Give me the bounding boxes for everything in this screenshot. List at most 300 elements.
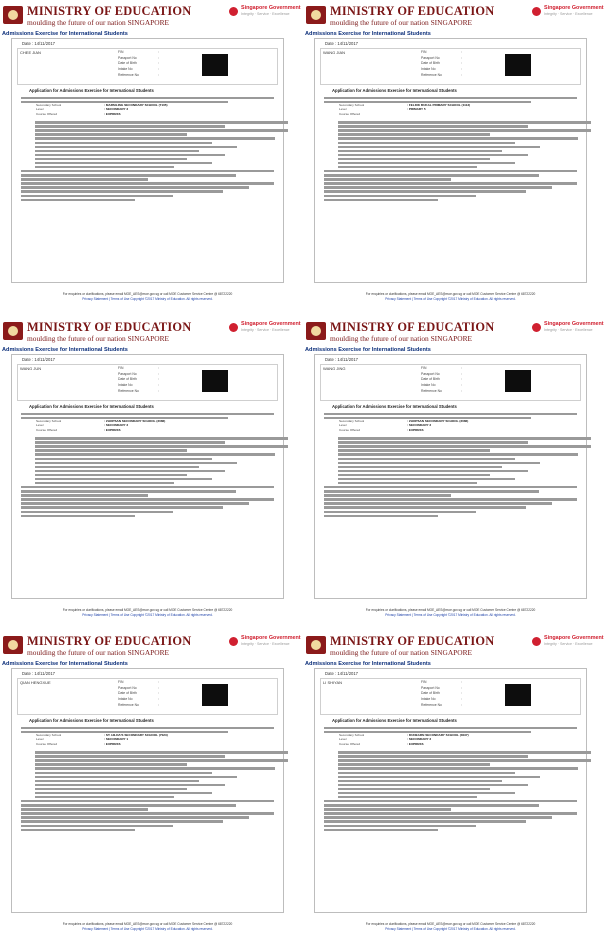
level-value: : SECONDARY 3 xyxy=(104,423,129,428)
body-text-line xyxy=(35,792,212,794)
field-reference: Reference No xyxy=(421,388,442,393)
page-header xyxy=(0,318,301,348)
ministry-title: MINISTRY OF EDUCATION xyxy=(27,634,192,648)
body-text-line xyxy=(338,158,490,160)
body-text-line xyxy=(35,478,212,480)
body-text-line xyxy=(35,751,288,753)
body-text-line xyxy=(35,788,187,790)
field-dob: Date of Birth xyxy=(421,377,440,382)
moe-crest-icon xyxy=(306,6,326,24)
page-footer xyxy=(0,922,295,932)
moe-crest-icon xyxy=(306,636,326,654)
letter-title: Application for Admissions Exercise for International Students xyxy=(332,718,457,723)
body-text-line xyxy=(21,506,223,508)
body-text-line xyxy=(338,474,490,476)
body-text-line xyxy=(21,97,274,99)
body-text-line xyxy=(324,97,577,99)
date-value: 14/11/2017 xyxy=(337,671,359,676)
field-reference: Reference No xyxy=(118,72,139,77)
body-text-line xyxy=(35,125,225,127)
body-text-line xyxy=(35,146,237,148)
body-text-line xyxy=(21,502,249,504)
body-text-line xyxy=(21,117,274,119)
ministry-title: MINISTRY OF EDUCATION xyxy=(27,320,192,334)
body-text-line xyxy=(324,498,577,500)
label-course: Course Offered xyxy=(36,111,58,116)
body-text-line xyxy=(21,433,274,435)
level-value: : PRIMARY 5 xyxy=(407,107,426,112)
letter-page xyxy=(303,318,604,623)
body-text-line xyxy=(338,796,477,798)
lion-head-icon xyxy=(532,7,541,16)
body-text-line xyxy=(35,759,288,761)
applicant-box xyxy=(320,48,581,85)
label-school: Secondary School xyxy=(339,733,365,737)
footer-links[interactable]: Privacy Statement | Terms of Use Copyright ©2017 Ministry of Education. All rights reserved. xyxy=(82,927,213,931)
date-value: 14/11/2017 xyxy=(34,671,56,676)
school-values xyxy=(407,419,468,432)
body-text-line xyxy=(324,170,577,172)
body-text-line xyxy=(35,482,174,484)
field-fin: FIN xyxy=(421,50,427,54)
date-label: Date : xyxy=(325,357,337,362)
letter-date xyxy=(22,671,55,676)
body-text-line xyxy=(338,129,591,131)
letter-title: Application for Admissions Exercise for International Students xyxy=(29,404,154,409)
field-intake: Intake No xyxy=(421,67,436,72)
ministry-tagline: moulding the future of our nation SINGAPORE xyxy=(330,18,473,27)
body-text-line xyxy=(338,142,515,144)
sg-gov-text: Singapore Government xyxy=(544,321,604,327)
label-school: Secondary School xyxy=(36,419,62,423)
body-text-line xyxy=(35,121,288,123)
body-text-line xyxy=(324,433,577,435)
body-text-line xyxy=(324,511,476,513)
body-text-line xyxy=(338,751,591,753)
ministry-tagline: moulding the future of our nation SINGAPORE xyxy=(330,648,473,657)
body-text-line xyxy=(324,812,577,814)
letter-page xyxy=(303,632,604,937)
body-text-line xyxy=(338,453,578,455)
applicant-name: WANG JUN xyxy=(20,366,42,371)
date-label: Date : xyxy=(22,41,34,46)
school-values xyxy=(104,103,168,116)
body-text-line xyxy=(338,466,502,468)
body-text-line xyxy=(35,780,199,782)
applicant-fields xyxy=(118,366,139,395)
lion-head-icon xyxy=(229,7,238,16)
field-fin: FIN xyxy=(118,50,124,54)
level-value: : SECONDARY 3 xyxy=(104,107,129,112)
field-dob: Date of Birth xyxy=(118,61,137,66)
body-text-line xyxy=(21,174,236,176)
field-passport: Passport No xyxy=(118,55,137,60)
body-text-line xyxy=(324,800,577,802)
body-text-line xyxy=(21,511,173,513)
moe-crest-icon xyxy=(3,322,23,340)
body-text-line xyxy=(338,767,578,769)
sg-gov-text: Singapore Government xyxy=(241,321,301,327)
body-text-line xyxy=(338,780,502,782)
applicant-name: LI SHIYAN xyxy=(323,680,343,685)
body-text-line xyxy=(324,190,526,192)
label-course: Course Offered xyxy=(339,111,361,116)
footer-links[interactable]: Privacy Statement | Terms of Use Copyright ©2017 Ministry of Education. All rights reserved. xyxy=(82,297,213,301)
school-values xyxy=(104,419,165,432)
field-passport: Passport No xyxy=(421,55,440,60)
body-text-line xyxy=(21,178,148,180)
page-footer xyxy=(303,922,598,932)
date-label: Date : xyxy=(325,671,337,676)
field-intake: Intake No xyxy=(118,697,133,702)
sg-gov-subtext: Integrity · Service · Excellence xyxy=(544,12,593,16)
label-level: Level xyxy=(36,423,44,428)
sg-gov-text: Singapore Government xyxy=(241,635,301,641)
exercise-subheader: Admissions Exercise for International Students xyxy=(305,347,431,353)
body-text-line xyxy=(21,494,148,496)
page-footer xyxy=(303,292,598,302)
body-text-line xyxy=(21,486,274,488)
letter-date xyxy=(22,357,55,362)
ministry-tagline: moulding the future of our nation SINGAPORE xyxy=(27,18,170,27)
field-colons: : : : : : xyxy=(158,50,159,77)
body-text-line xyxy=(21,800,274,802)
body-text-line xyxy=(21,498,274,500)
field-reference: Reference No xyxy=(421,72,442,77)
footer-text: For enquiries or clarifications, please email MOE_AES@moe.gov.sg or call MOE Customer Service Centre @ 68722220 xyxy=(365,292,536,296)
body-text-line xyxy=(338,445,591,447)
redaction-block xyxy=(505,54,531,76)
page-header xyxy=(303,318,604,348)
school-values xyxy=(407,103,470,112)
body-text-line xyxy=(21,804,236,806)
school-value: : FELDIK BUKAL PRIMARY SCHOOL (1113) xyxy=(407,103,471,107)
applicant-fields xyxy=(421,50,442,79)
page-header xyxy=(303,2,604,32)
ministry-tagline: moulding the future of our nation SINGAPORE xyxy=(27,648,170,657)
exercise-subheader: Admissions Exercise for International Students xyxy=(305,31,431,37)
applicant-box xyxy=(17,364,278,401)
field-reference: Reference No xyxy=(421,702,442,707)
body-text-line xyxy=(324,747,577,749)
applicant-fields xyxy=(118,680,139,709)
body-text-line xyxy=(324,486,577,488)
level-value: : SECONDARY 1 xyxy=(104,737,129,742)
page-footer xyxy=(0,608,295,618)
body-text-line xyxy=(21,186,249,188)
field-dob: Date of Birth xyxy=(118,691,137,696)
body-text-line xyxy=(21,812,274,814)
label-school: Secondary School xyxy=(339,103,365,107)
field-reference: Reference No xyxy=(118,388,139,393)
body-text-line xyxy=(324,182,577,184)
ministry-tagline: moulding the future of our nation SINGAPORE xyxy=(27,334,170,343)
body-text-line xyxy=(338,755,528,757)
footer-links[interactable]: Privacy Statement | Terms of Use Copyright ©2017 Ministry of Education. All rights reserved. xyxy=(385,927,516,931)
moe-crest-icon xyxy=(3,6,23,24)
body-text-line xyxy=(338,133,490,135)
letter-date xyxy=(325,357,358,362)
field-colons: : : : : : xyxy=(158,680,159,707)
applicant-box xyxy=(320,364,581,401)
body-text-line xyxy=(35,796,174,798)
body-text-line xyxy=(35,453,275,455)
ministry-title: MINISTRY OF EDUCATION xyxy=(330,320,495,334)
page-header xyxy=(0,632,301,662)
body-text-line xyxy=(35,437,288,439)
body-text-line xyxy=(21,727,274,729)
body-text-line xyxy=(21,515,135,517)
body-text-line xyxy=(338,788,490,790)
body-text-line xyxy=(21,747,274,749)
ministry-title: MINISTRY OF EDUCATION xyxy=(330,634,495,648)
body-text-line xyxy=(338,437,591,439)
field-passport: Passport No xyxy=(421,371,440,376)
body-text-line xyxy=(338,763,490,765)
applicant-name: WANG JING xyxy=(323,366,346,371)
exercise-subheader: Admissions Exercise for International Students xyxy=(305,661,431,667)
body-text-line xyxy=(324,808,451,810)
letter-card xyxy=(314,668,587,913)
body-text-line xyxy=(35,162,212,164)
school-labels xyxy=(339,103,364,116)
applicant-box xyxy=(320,678,581,715)
redaction-block xyxy=(202,684,228,706)
applicant-name: WANG JIAN xyxy=(323,50,346,55)
field-intake: Intake No xyxy=(421,697,436,702)
course-value: : EXPRESS xyxy=(104,741,121,746)
label-school: Secondary School xyxy=(339,419,365,423)
body-text-line xyxy=(324,490,539,492)
body-text-line xyxy=(21,195,173,197)
level-value: : SECONDARY 3 xyxy=(407,737,432,742)
body-text-line xyxy=(324,199,438,201)
body-text-line xyxy=(35,154,225,156)
body-text-line xyxy=(324,174,539,176)
label-school: Secondary School xyxy=(36,103,62,107)
letter-card xyxy=(11,668,284,913)
body-text-line xyxy=(35,466,199,468)
redaction-block xyxy=(202,370,228,392)
applicant-box xyxy=(17,48,278,85)
body-text-line xyxy=(35,445,288,447)
date-label: Date : xyxy=(22,357,34,362)
body-text-line xyxy=(338,478,515,480)
body-text-line xyxy=(324,515,438,517)
body-text-line xyxy=(338,772,515,774)
body-text-line xyxy=(324,816,552,818)
date-value: 14/11/2017 xyxy=(34,357,56,362)
body-text-line xyxy=(338,137,578,139)
label-level: Level xyxy=(339,423,347,428)
body-text-line xyxy=(338,166,477,168)
body-text-line xyxy=(35,449,187,451)
letter-page xyxy=(0,2,301,307)
course-value: : EXPRESS xyxy=(407,427,424,432)
body-text-line xyxy=(35,772,212,774)
school-value: : DUNEARN SECONDARY SCHOOL (3037) xyxy=(407,733,469,737)
school-value: : ST. HILDA'S SECONDARY SCHOOL (7023) xyxy=(104,733,168,737)
body-text-line xyxy=(338,458,515,460)
label-course: Course Offered xyxy=(36,427,58,432)
label-level: Level xyxy=(339,107,347,112)
label-course: Course Offered xyxy=(339,741,361,746)
field-intake: Intake No xyxy=(118,383,133,388)
body-text-line xyxy=(338,784,528,786)
body-text-line xyxy=(21,199,135,201)
school-value: : ZHOPSAN SECONDARY SCHOOL (3086) xyxy=(104,419,166,423)
date-value: 14/11/2017 xyxy=(337,357,359,362)
body-text-line xyxy=(324,502,552,504)
school-labels xyxy=(36,733,61,746)
applicant-name: QIAN HENGXUE xyxy=(20,680,51,685)
school-labels xyxy=(339,419,364,432)
school-labels xyxy=(36,103,61,116)
school-values xyxy=(104,733,168,746)
body-text-line xyxy=(338,462,540,464)
body-text-line xyxy=(324,804,539,806)
ministry-title: MINISTRY OF EDUCATION xyxy=(330,4,495,18)
field-passport: Passport No xyxy=(118,371,137,376)
field-colons: : : : : : xyxy=(158,366,159,393)
school-values xyxy=(407,733,469,746)
lion-head-icon xyxy=(532,323,541,332)
school-value: : ZHOPSAN SECONDARY SCHOOL (3086) xyxy=(407,419,469,423)
moe-crest-icon xyxy=(3,636,23,654)
footer-links[interactable]: Privacy Statement | Terms of Use Copyright ©2017 Ministry of Education. All rights reserved. xyxy=(385,297,516,301)
body-text-line xyxy=(35,776,237,778)
letter-title: Application for Admissions Exercise for International Students xyxy=(29,718,154,723)
letter-date xyxy=(325,671,358,676)
body-text-line xyxy=(35,763,187,765)
label-level: Level xyxy=(36,107,44,112)
body-text-line xyxy=(21,413,274,415)
body-text-line xyxy=(338,482,477,484)
body-text-line xyxy=(338,441,528,443)
body-text-line xyxy=(338,121,591,123)
body-text-line xyxy=(338,162,515,164)
body-text-line xyxy=(35,142,212,144)
field-passport: Passport No xyxy=(118,685,137,690)
body-text-line xyxy=(35,784,225,786)
applicant-fields xyxy=(421,366,442,395)
body-text-line xyxy=(35,767,275,769)
page-footer xyxy=(303,608,598,618)
body-text-line xyxy=(324,413,577,415)
label-course: Course Offered xyxy=(36,741,58,746)
body-text-line xyxy=(324,494,451,496)
redaction-block xyxy=(505,370,531,392)
letter-date xyxy=(22,41,55,46)
body-text-line xyxy=(35,129,288,131)
body-text-line xyxy=(21,182,274,184)
body-text-line xyxy=(35,462,237,464)
school-labels xyxy=(36,419,61,432)
body-text-line xyxy=(338,150,502,152)
letter-card xyxy=(314,354,587,599)
applicant-box xyxy=(17,678,278,715)
letter-card xyxy=(314,38,587,283)
body-text-line xyxy=(338,449,490,451)
body-text-line xyxy=(35,150,199,152)
applicant-fields xyxy=(421,680,442,709)
exercise-subheader: Admissions Exercise for International Students xyxy=(2,31,128,37)
sg-gov-subtext: Integrity · Service · Excellence xyxy=(544,642,593,646)
body-text-line xyxy=(324,186,552,188)
footer-text: For enquiries or clarifications, please email MOE_AES@moe.gov.sg or call MOE Customer Service Centre @ 68722220 xyxy=(62,922,233,926)
body-text-line xyxy=(338,125,528,127)
ministry-title: MINISTRY OF EDUCATION xyxy=(27,4,192,18)
date-value: 14/11/2017 xyxy=(34,41,56,46)
field-colons: : : : : : xyxy=(461,680,462,707)
body-text-line xyxy=(21,170,274,172)
date-label: Date : xyxy=(325,41,337,46)
sg-gov-subtext: Integrity · Service · Excellence xyxy=(241,328,290,332)
school-labels xyxy=(339,733,364,746)
body-text-line xyxy=(35,755,225,757)
body-text-line xyxy=(324,506,526,508)
label-level: Level xyxy=(339,737,347,742)
letter-page xyxy=(0,318,301,623)
field-intake: Intake No xyxy=(118,67,133,72)
field-fin: FIN xyxy=(118,680,124,684)
sg-gov-subtext: Integrity · Service · Excellence xyxy=(241,642,290,646)
letter-page xyxy=(0,632,301,937)
sg-gov-subtext: Integrity · Service · Excellence xyxy=(544,328,593,332)
exercise-subheader: Admissions Exercise for International Students xyxy=(2,347,128,353)
field-fin: FIN xyxy=(421,680,427,684)
page-header xyxy=(303,632,604,662)
body-text-line xyxy=(21,816,249,818)
course-value: : EXPRESS xyxy=(407,741,424,746)
footer-text: For enquiries or clarifications, please email MOE_AES@moe.gov.sg or call MOE Customer Service Centre @ 68722220 xyxy=(365,922,536,926)
body-text-line xyxy=(324,829,438,831)
body-text-line xyxy=(35,441,225,443)
footer-text: For enquiries or clarifications, please email MOE_AES@moe.gov.sg or call MOE Customer Service Centre @ 68722220 xyxy=(62,608,233,612)
sg-gov-text: Singapore Government xyxy=(544,5,604,11)
body-text-line xyxy=(35,133,187,135)
body-text-line xyxy=(338,146,540,148)
label-course: Course Offered xyxy=(339,427,361,432)
body-text-line xyxy=(324,820,526,822)
course-value: : EXPRESS xyxy=(104,427,121,432)
exercise-subheader: Admissions Exercise for International Students xyxy=(2,661,128,667)
letter-card xyxy=(11,38,284,283)
body-text-line xyxy=(338,154,528,156)
body-text-line xyxy=(21,825,173,827)
body-text-line xyxy=(338,759,591,761)
body-text-line xyxy=(324,195,476,197)
body-text-line xyxy=(324,727,577,729)
body-text-line xyxy=(324,117,577,119)
field-colons: : : : : : xyxy=(461,50,462,77)
label-school: Secondary School xyxy=(36,733,62,737)
body-text-line xyxy=(21,490,236,492)
school-value: : MARSILING SECONDARY SCHOOL (7105) xyxy=(104,103,168,107)
redaction-block xyxy=(202,54,228,76)
footer-text: For enquiries or clarifications, please email MOE_AES@moe.gov.sg or call MOE Customer Service Centre @ 68722220 xyxy=(62,292,233,296)
body-text-line xyxy=(35,474,187,476)
field-intake: Intake No xyxy=(421,383,436,388)
field-dob: Date of Birth xyxy=(118,377,137,382)
footer-links[interactable]: Privacy Statement | Terms of Use Copyright ©2017 Ministry of Education. All rights reserved. xyxy=(385,613,516,617)
redaction-block xyxy=(505,684,531,706)
field-passport: Passport No xyxy=(421,685,440,690)
footer-links[interactable]: Privacy Statement | Terms of Use Copyright ©2017 Ministry of Education. All rights reserved. xyxy=(82,613,213,617)
body-text-line xyxy=(35,137,275,139)
lion-head-icon xyxy=(229,323,238,332)
letter-page xyxy=(303,2,604,307)
